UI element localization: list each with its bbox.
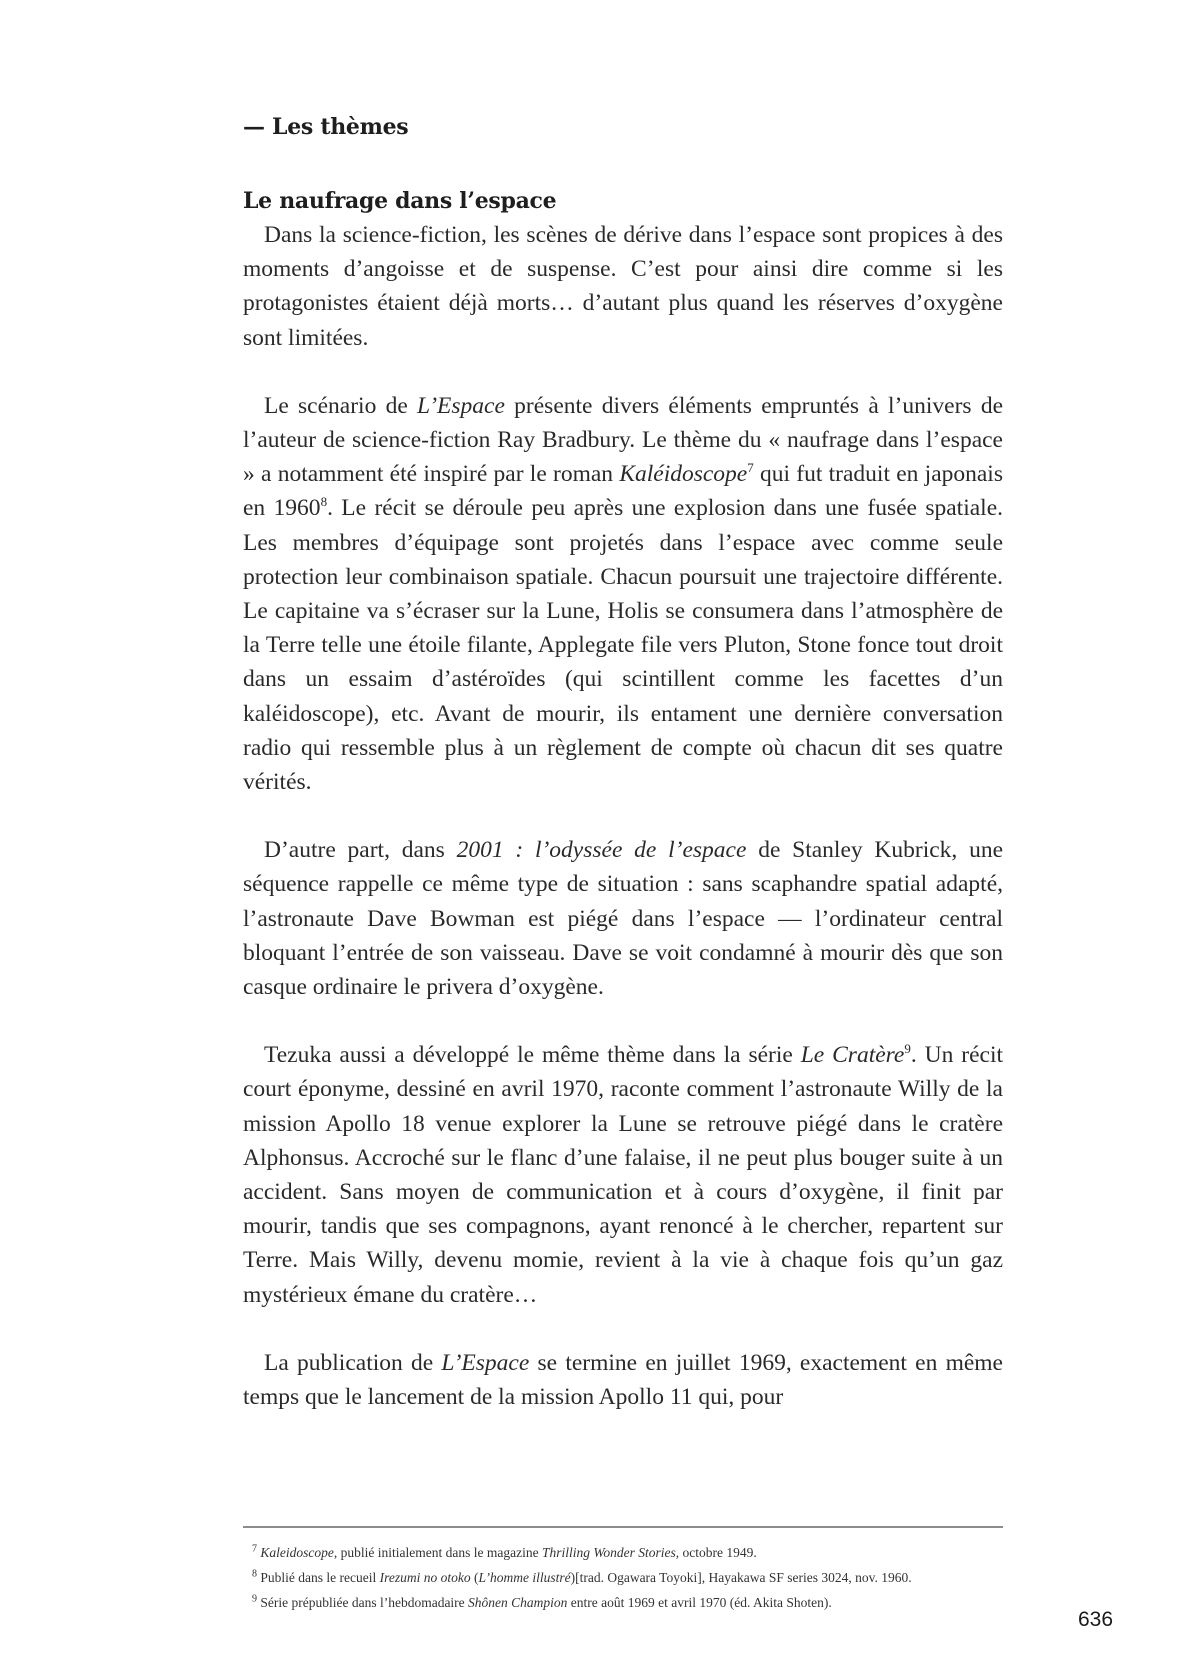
work-title: 2001 : l’odyssée de l’espace <box>456 837 747 864</box>
page-number: 636 <box>1078 1608 1114 1631</box>
footnote-text: , publié initialement dans le magazine <box>333 1545 542 1560</box>
page-body <box>243 112 1003 1448</box>
footnote-text: Série prépubliée dans l’hebdomadaire <box>260 1595 469 1610</box>
footnote-number: 8 <box>252 1568 257 1580</box>
paragraph-text: D’autre part, dans <box>264 837 457 864</box>
footnotes <box>252 1540 1012 1615</box>
paragraph-text: Le scénario de <box>264 392 418 419</box>
work-title: Shônen Champion <box>468 1595 568 1610</box>
work-title: L’Espace <box>417 392 505 419</box>
paragraph-text: . Le récit se déroule peu après une explosion dans une fusée spatiale. Les membres d’équipage sont projetés dans l’espace avec comme seule protection leur combinaison spatiale. Chacun poursuit une trajectoire différente. Le capitaine va s’écraser sur la Lune, Holis se consumera dans l’atmosphère de la Terre telle une étoile filante, Applegate file vers Pluton, Stone fonce tout droit dans un essaim d’astéroïdes (qui scintillent comme les facettes d’un kaléidoscope), etc. Avant de mourir, ils entament une dernière conversation radio qui ressemble plus à un règlement de compte où chacun dit ses quatre vérités. <box>243 495 1003 796</box>
paragraph-text: de Stanley Kubrick, une séquence rappelle ce même type de situation : sans scaphandre spatial adapté, l’astronaute Dave Bowman est piégé dans l’espace — l’ordinateur central bloquant l’entrée de son vaisseau. Dave se voit condamné à mourir dès que son casque ordinaire le privera d’oxygène. <box>243 837 1004 1001</box>
paragraph-3 <box>243 833 1003 1004</box>
work-title: Kaléidoscope <box>619 461 748 488</box>
footnote-number: 9 <box>252 1593 257 1605</box>
paragraph-1 <box>243 218 1003 355</box>
footnote-8 <box>252 1565 1012 1590</box>
paragraph-2 <box>243 389 1003 799</box>
work-title: L’homme illustré <box>478 1570 571 1585</box>
work-title: L’Espace <box>441 1349 530 1376</box>
footnote-text: , octobre 1949. <box>675 1545 757 1560</box>
paragraph-text: se termine en juillet 1969, exactement en même temps que le lancement de la mission Apollo 11 qui, pour <box>243 1349 1003 1411</box>
paragraph-text: présente divers éléments empruntés à l’univers de l’auteur de science-fiction Ray Bradbury. Le thème du « naufrage dans l’espace » a notamment été inspiré par le roman <box>243 392 1003 488</box>
footnote-divider <box>243 1526 1003 1528</box>
work-title: Irezumi no otoko <box>379 1570 471 1585</box>
section-title: — Les thèmes <box>243 114 409 140</box>
paragraph-4 <box>243 1038 1003 1312</box>
footnote-text: ( <box>470 1570 479 1585</box>
paragraph-text: La publication de <box>264 1349 442 1376</box>
footnote-text: Publié dans le recueil <box>260 1570 380 1585</box>
footnote-ref[interactable]: 9 <box>904 1041 911 1057</box>
paragraph-text: qui fut traduit en japonais en 1960 <box>243 461 1003 522</box>
paragraph-5 <box>243 1346 1003 1414</box>
footnote-text: )[trad. Ogawara Toyoki], Hayakawa SF series 3024, nov. 1960. <box>570 1570 912 1585</box>
subsection-title: Le naufrage dans l’espace <box>243 188 557 214</box>
footnote-text: entre août 1969 et avril 1970 (éd. Akita Shoten). <box>567 1595 832 1610</box>
paragraph-text: Tezuka aussi a développé le même thème dans la série <box>264 1042 801 1069</box>
footnote-number: 7 <box>252 1543 257 1555</box>
work-title: Le Cratère <box>800 1042 905 1069</box>
footnote-ref[interactable]: 8 <box>320 494 328 510</box>
paragraph-text: Dans la science-fiction, les scènes de dérive dans l’espace sont propices à des moments d’angoisse et de suspense. C’est pour ainsi dire comme si les protagonistes étaient déjà morts… d’autant plus quand les réserves d’oxygène sont limitées. <box>243 222 1003 351</box>
work-title: Kaleidoscope <box>260 1545 334 1560</box>
footnote-ref[interactable]: 7 <box>747 460 754 476</box>
paragraph-text: . Un récit court éponyme, dessiné en avril 1970, raconte comment l’astronaute Willy de la mission Apollo 18 venue explorer la Lune se retrouve piégé dans le cratère Alphonsus. Accroché sur le flanc d’une falaise, il ne peut plus bouger suite à un accident. Sans moyen de communication et à cours d’oxygène, il finit par mourir, tandis que ses compagnons, ayant renoncé à le chercher, repartent sur Terre. Mais Willy, devenu momie, revient à la vie à chaque fois qu’un gaz mystérieux émane du cratère… <box>243 1042 1004 1308</box>
footnote-9 <box>252 1590 1012 1615</box>
footnote-7 <box>252 1540 1012 1565</box>
work-title: Thrilling Wonder Stories <box>541 1545 676 1560</box>
